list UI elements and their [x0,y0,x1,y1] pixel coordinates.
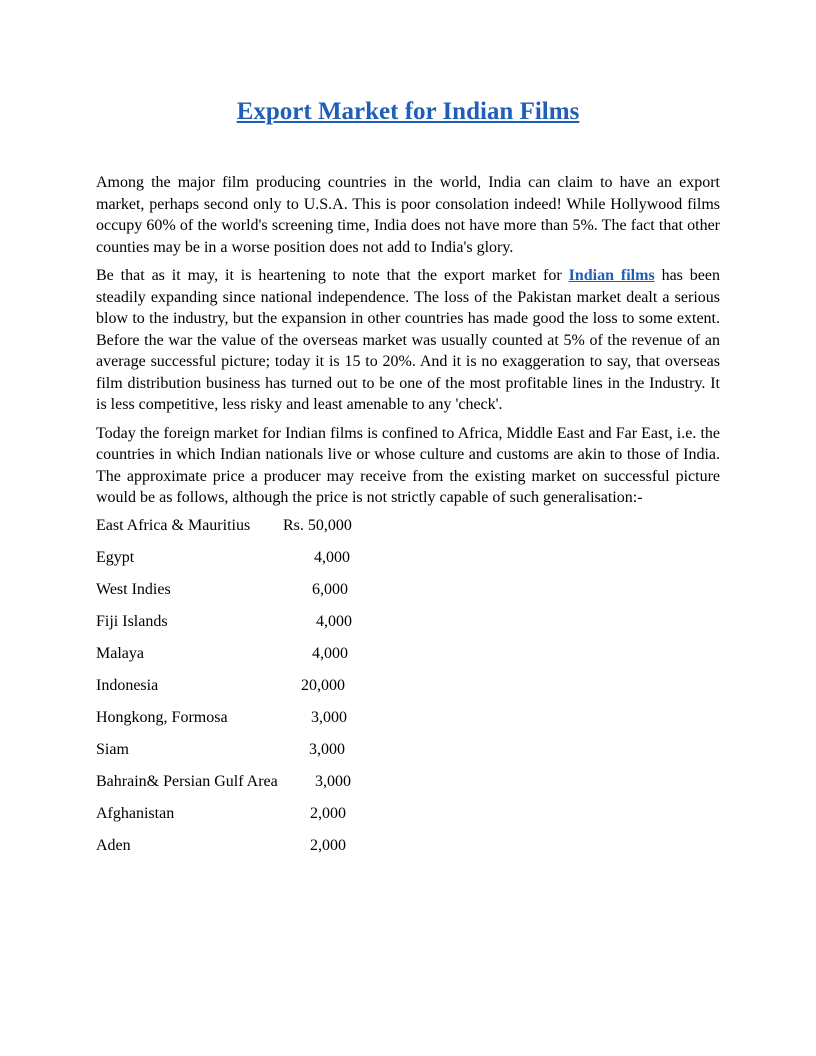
price-row [96,516,720,548]
price-value: 3,000 [309,740,345,758]
country-name: Egypt [96,548,135,566]
price-value: 4,000 [316,612,352,630]
paragraph-foreign-market: Today the foreign market for Indian films is confined to Africa, Middle East and Far East, i.e. the countries in which Indian nationals live or whose culture and customs are akin to those of India. The approximate price a producer may receive from the existing market on successful picture would be as follows, although the price is not strictly capable of such generalisation:- [96,424,720,506]
page-title [96,96,720,128]
price-row [96,644,720,676]
country-name: Aden [96,836,131,854]
price-row [96,676,720,708]
document-body [96,172,720,868]
indian-films-link[interactable]: Indian films [568,267,655,284]
country-name: Malaya [96,644,144,662]
price-value: 2,000 [310,804,346,822]
paragraph-expansion-start: Be that as it may, it is heartening to note that the export market for [96,267,569,284]
price-value: 4,000 [312,644,348,662]
price-row [96,836,720,868]
country-name: Indonesia [96,676,159,694]
price-row [96,772,720,804]
price-row [96,580,720,612]
country-name: East Africa & Mauritius [96,516,251,534]
price-value: 20,000 [301,676,345,694]
country-name: West Indies [96,580,171,598]
price-row [96,612,720,644]
price-row [96,548,720,580]
country-name: Siam [96,740,129,758]
price-value: 2,000 [310,836,346,854]
price-row [96,740,720,772]
country-name: Hongkong, Formosa [96,708,228,726]
price-row [96,708,720,740]
paragraph-expansion [96,265,720,416]
price-list [96,516,720,868]
title-link[interactable]: Export Market for Indian Films [236,98,580,125]
price-value: Rs. 50,000 [283,516,352,534]
country-name: Fiji Islands [96,612,168,630]
paragraph-expansion-end: has been steadily expanding since national independence. The loss of the Pakistan market dealt a serious blow to the industry, but the expansion in other countries has made good the loss to some extent. Before the war the value of the overseas market was usually counted at 5% of the revenue of an average successful picture; today it is 15 to 20%. And it is no exaggeration to say, that overseas film distribution business has turned out to be one of the most profitable lines in the Industry. It is less competitive, less risky and least amenable to any 'check'. [96,267,721,413]
country-name: Afghanistan [96,804,175,822]
country-name: Bahrain& Persian Gulf Area [96,772,278,790]
price-value: 4,000 [314,548,350,566]
paragraph-intro: Among the major film producing countries in the world, India can claim to have an export market, perhaps second only to U.S.A. This is poor consolation indeed! While Hollywood films occupy 60% of the world's screening time, India does not have more than 5%. The fact that other counties may be in a worse position does not add to India's glory. [96,174,720,256]
price-value: 6,000 [312,580,348,598]
price-value: 3,000 [315,772,351,790]
price-row [96,804,720,836]
price-value: 3,000 [311,708,347,726]
